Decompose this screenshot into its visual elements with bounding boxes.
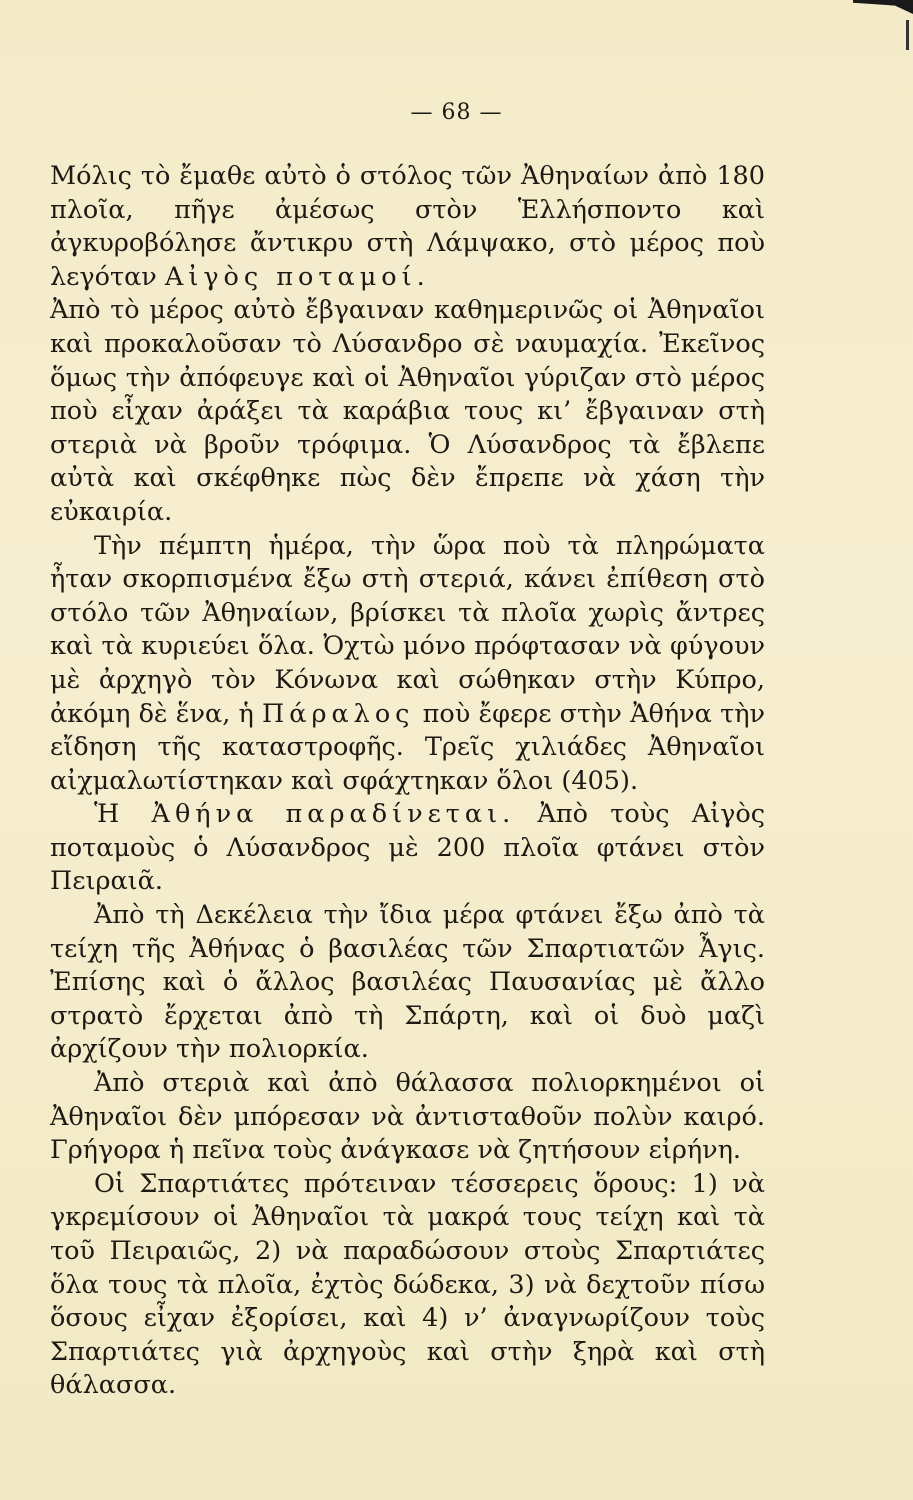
spaced-heading-text: Αἰγὸς ποταμοί. — [164, 261, 430, 292]
paragraph — [50, 1067, 765, 1168]
paragraph — [50, 294, 765, 529]
spaced-heading-text: Ἡ Ἀθήνα παραδίνεται. — [94, 799, 516, 830]
paragraph-text: ποὺ ἔφερε στὴν Ἀθήνα τὴν εἴδηση τῆς καταστροφῆς. Τρεῖς χιλιάδες Ἀθηναῖοι αἰχμαλωτίστηκαν καὶ σφάχτηκαν ὅλοι (405). — [50, 698, 765, 796]
paragraph-text: Ἀπὸ στεριὰ καὶ ἀπὸ θάλασσα πολιορκημένοι οἱ Ἀθηναῖοι δὲν μπόρεσαν νὰ ἀντισταθοῦν πολὺν καιρό. Γρήγορα ἡ πεῖνα τοὺς ἀνάγκασε νὰ ζητήσουν εἰρήνη. — [50, 1068, 765, 1166]
paragraph-text: Οἱ Σπαρτιάτες πρότειναν τέσσερεις ὅρους: 1) νὰ γκρεμίσουν οἱ Ἀθηναῖοι τὰ μακρά τους τείχη καὶ τὰ τοῦ Πειραιῶς, 2) νὰ παραδώσουν στοὺς Σπαρτιάτες ὅλα τους τὰ πλοῖα, ἐχτὸς δώδεκα, 3) νὰ δεχτοῦν πίσω ὅσους εἶχαν ἐξορίσει, καὶ 4) ν’ ἀναγνωρίζουν τοὺς Σπαρτιάτες γιὰ ἀρχηγοὺς καὶ στὴν ξηρὰ καὶ στὴ θάλασσα. — [50, 1168, 765, 1401]
paragraph-text: Ἀπὸ τὴ Δεκέλεια τὴν ἴδια μέρα φτάνει ἔξω ἀπὸ τὰ τείχη τῆς Ἀθήνας ὁ βασιλέας τῶν Σπαρτιατῶν Ἆγις. Ἐπίσης καὶ ὁ ἄλλος βασιλέας Παυσανίας μὲ ἄλλο στρατὸ ἔρχεται ἀπὸ τὴ Σπάρτη, καὶ οἱ δυὸ μαζὶ ἀρχίζουν τὴν πολιορκία. — [50, 900, 765, 1065]
paragraph — [50, 798, 765, 899]
paragraph-text: Ἀπὸ τοὺς Αἰγὸς ποταμοὺς ὁ Λύσανδρος μὲ 200 πλοῖα φτάνει στὸν Πειραιᾶ. — [50, 799, 766, 897]
page-body — [50, 160, 765, 1403]
spaced-heading-text: Πάραλος — [262, 698, 415, 729]
paragraph — [50, 1168, 765, 1403]
scan-edge-mark — [906, 20, 909, 50]
paragraph-text: Ἀπὸ τὸ μέρος αὐτὸ ἔβγαιναν καθημερινῶς οἱ Ἀθηναῖοι καὶ προκαλοῦσαν τὸ Λύσανδρο σὲ ναυμαχία. Ἐκεῖνος ὅμως τὴν ἀπόφευγε καὶ οἱ Ἀθηναῖοι γύριζαν στὸ μέρος ποὺ εἶχαν ἀράξει τὰ καράβια τους κι’ ἔβγαιναν στὴ στεριὰ νὰ βροῦν τρόφιμα. Ὁ Λύσανδρος τὰ ἔβλεπε αὐτὰ καὶ σκέφθηκε πὼς δὲν ἔπρεπε νὰ χάση τὴν εὐκαιρία. — [50, 295, 765, 527]
paragraph-text: Μόλις τὸ ἔμαθε αὐτὸ ὁ στόλος τῶν Ἀθηναίων ἀπὸ 180 πλοῖα, πῆγε ἀμέσως στὸν Ἑλλήσποντο καὶ ἀγκυροβόλησε ἄντικρυ στὴ Λάμψακο, στὸ μέρος ποὺ λεγόταν — [50, 161, 765, 292]
paragraph — [50, 160, 765, 294]
paragraph — [50, 899, 765, 1067]
paragraph — [50, 530, 765, 799]
scan-corner-mark — [853, 0, 913, 14]
paragraph-text: Τὴν πέμπτη ἡμέρα, τὴν ὥρα ποὺ τὰ πληρώματα ἦταν σκορπισμένα ἔξω στὴ στεριά, κάνει ἐπίθεση στὸ στόλο τῶν Ἀθηναίων, βρίσκει τὰ πλοῖα χωρὶς ἄντρες καὶ τὰ κυριεύει ὅλα. Ὀχτὼ μόνο πρόφτασαν νὰ φύγουν μὲ ἀρχηγὸ τὸν Κόνωνα καὶ σώθηκαν στὴν Κύπρο, ἀκόμη δὲ ἕνα, ἡ — [50, 530, 765, 729]
page-number: — 68 — — [410, 100, 503, 125]
